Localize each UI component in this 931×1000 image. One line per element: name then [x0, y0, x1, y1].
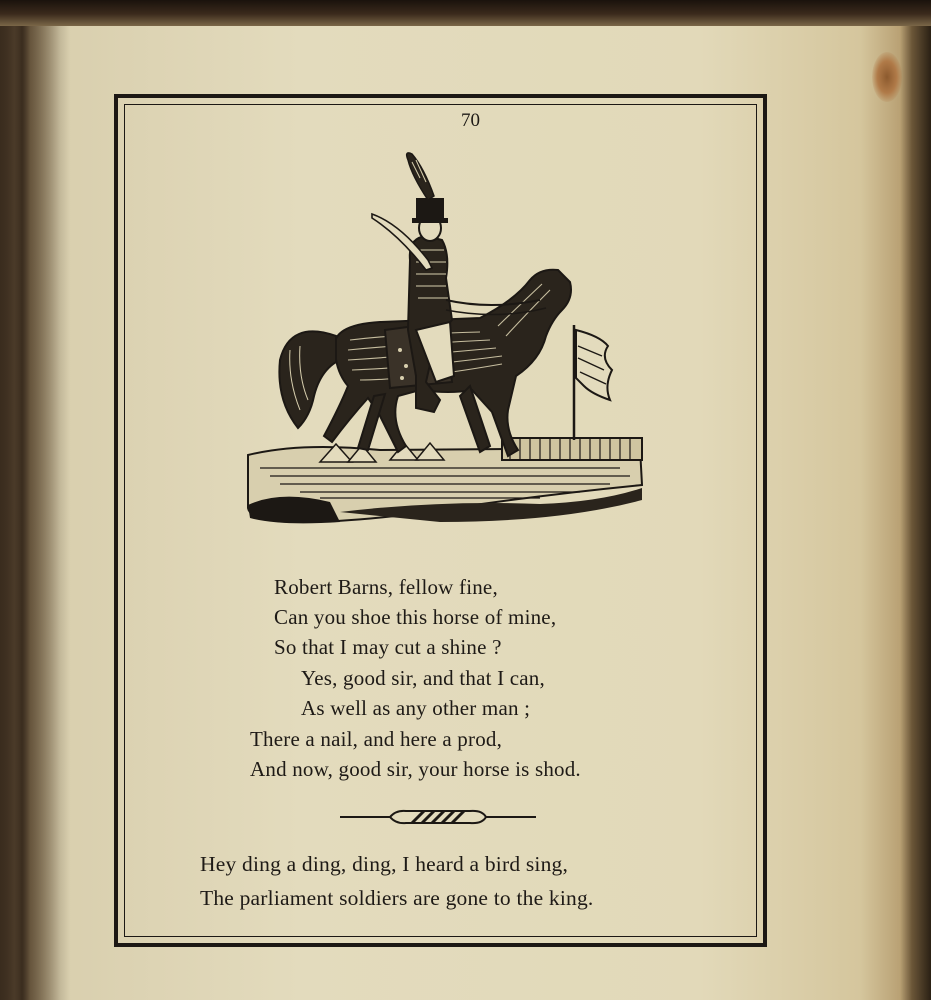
verse-line: Robert Barns, fellow fine,: [274, 575, 498, 599]
verse-line: Can you shoe this horse of mine,: [274, 605, 557, 629]
paper-stain: [872, 52, 902, 102]
book-top-edge: [0, 0, 931, 26]
verse-line: Hey ding a ding, ding, I heard a bird sing,: [200, 852, 569, 876]
verse-line: There a nail, and here a prod,: [250, 727, 503, 751]
verse-line: The parliament soldiers are gone to the king.: [200, 886, 594, 910]
verse-line: Yes, good sir, and that I can,: [301, 666, 545, 690]
scroll-ornament-icon: [340, 806, 536, 828]
page-stack-shadow: [0, 26, 70, 1000]
soldier-on-horse-icon: [240, 150, 650, 535]
verse-line: And now, good sir, your horse is shod.: [250, 757, 581, 781]
page-number: 70: [461, 110, 480, 131]
verse-line: So that I may cut a shine ?: [274, 635, 502, 659]
verse-line: As well as any other man ;: [301, 696, 531, 720]
